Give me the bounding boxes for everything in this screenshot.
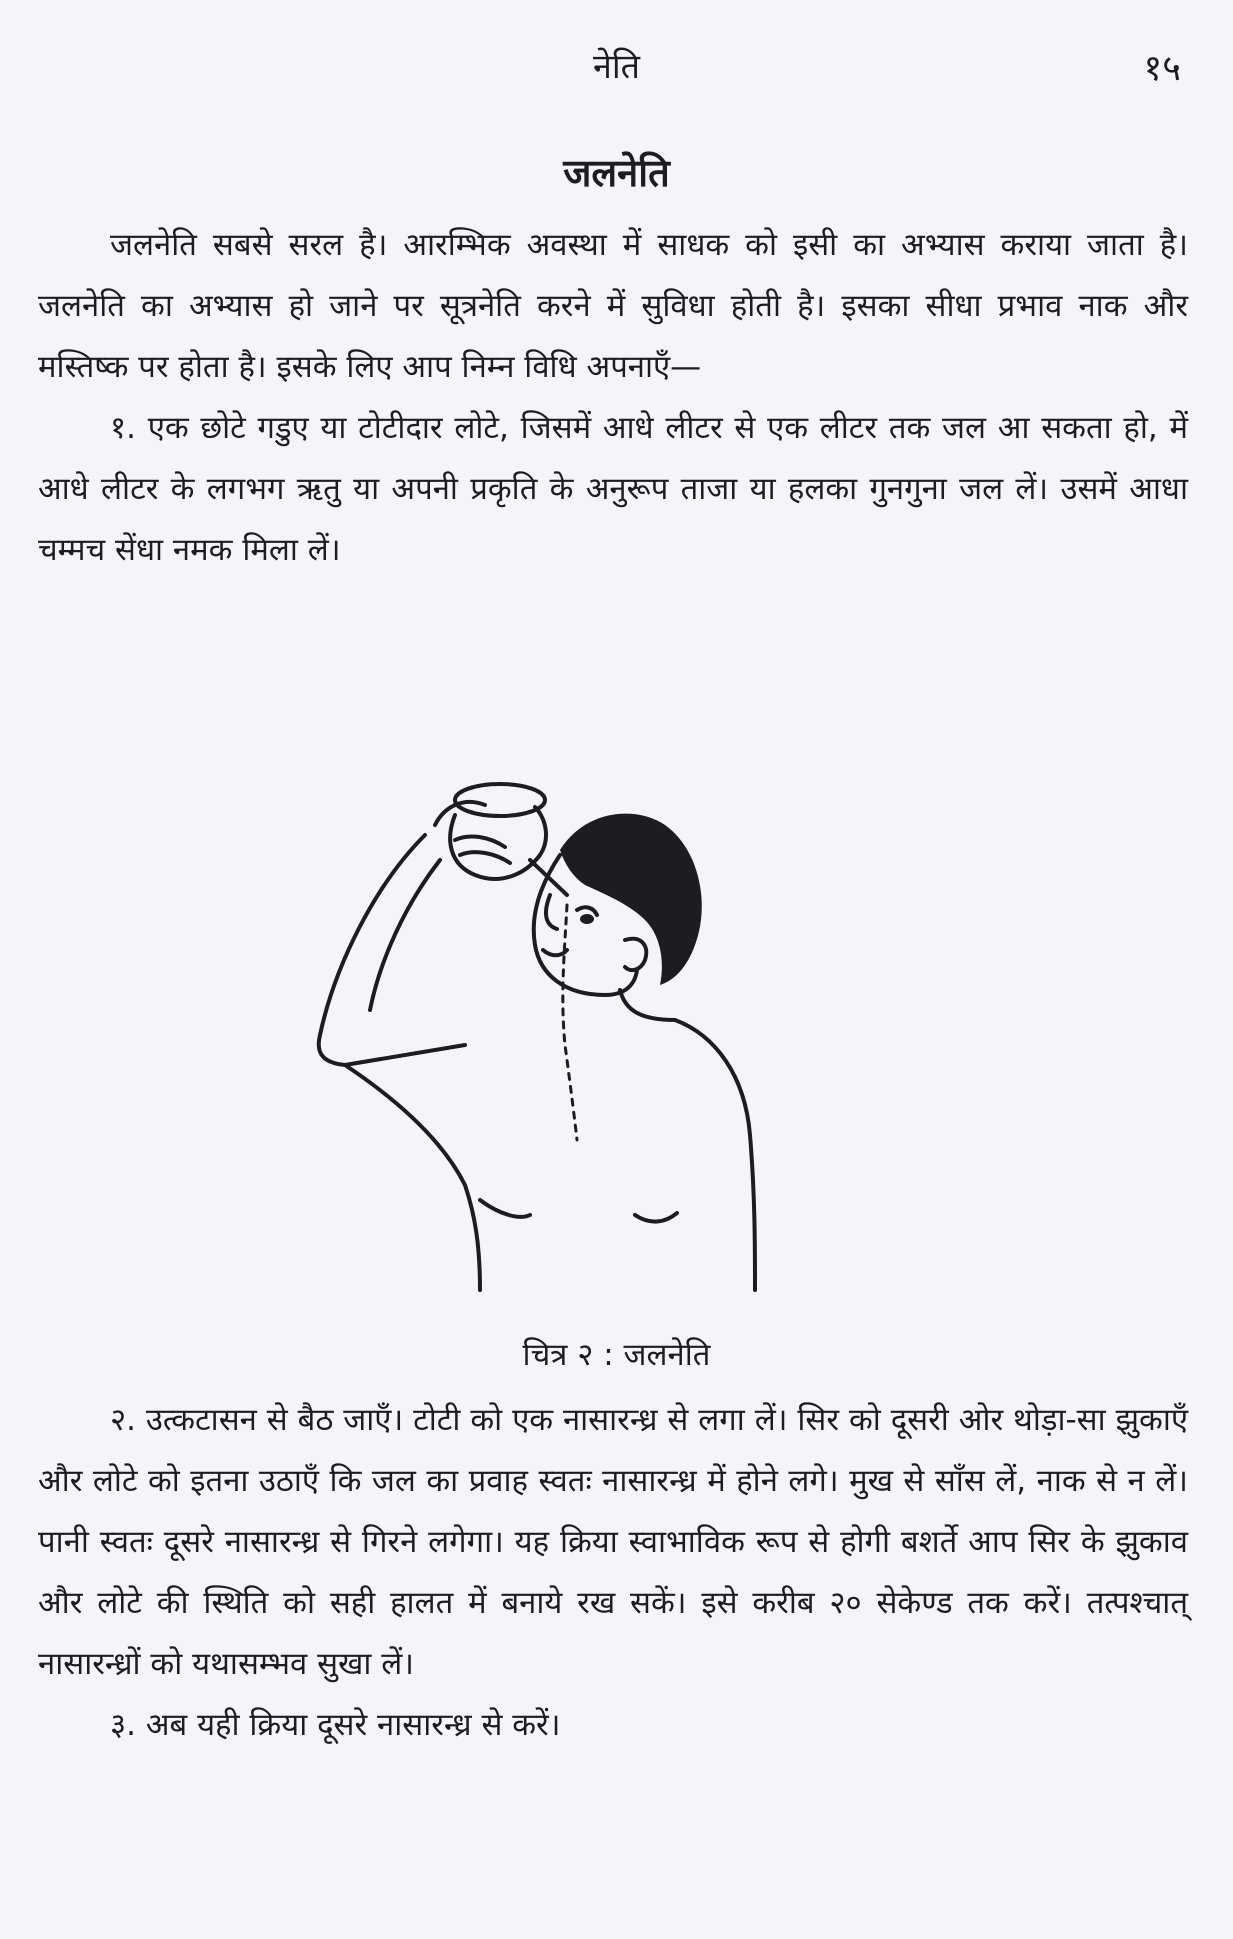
paragraph-step-3: ३. अब यही क्रिया दूसरे नासारन्ध्र से करें।	[110, 1707, 561, 1743]
finger-1	[455, 836, 505, 847]
arm-inner-outline	[370, 860, 440, 1010]
chest-line-left	[480, 1200, 530, 1217]
running-header	[0, 42, 1233, 92]
mouth-outline	[543, 950, 567, 955]
page-number: १५	[1143, 48, 1181, 89]
ear-outline	[625, 939, 646, 970]
paragraph-step-2: २. उत्कटासन से बैठ जाएँ। टोटी को एक नासारन्ध्र से लगा लें। सिर को दूसरी ओर थोड़ा-सा झुकाएँ और लोटे को इतना उठाएँ कि जल का प्रवाह स्वतः नासारन्ध्र में होने लगे। मुख से साँस लें, नाक से न लें। पानी स्वतः दूसरे नासारन्ध्र से गिरने लगेगा। यह क्रिया स्वाभाविक रूप से होगी बशर्ते आप सिर के झुकाव और लोटे की स्थिति को सही हालत में बनाये रख सकें। इसे करीब २० सेकेण्ड तक करें। तत्पश्चात् नासारन्ध्रों को यथासम्भव सुखा लें।	[38, 1402, 1188, 1682]
lota-spout	[530, 860, 567, 895]
person-pouring-water-illustration	[315, 745, 905, 1300]
running-title: नेति	[592, 47, 641, 87]
nose-outline	[546, 895, 557, 929]
torso-right-outline	[675, 1020, 755, 1290]
finger-2	[460, 852, 510, 863]
neck-outline	[620, 990, 675, 1020]
chest-line-right	[635, 1213, 677, 1222]
jalneti-illustration	[315, 745, 905, 1300]
paragraph-step-1: १. एक छोटे गडुए या टोटीदार लोटे, जिसमें आधे लीटर से एक लीटर तक जल आ सकता हो, में आधे लीटर के लगभग ऋतु या अपनी प्रकृति के अनुरूप ताजा या हलका गुनगुना जल लें। उसमें आधा चम्मच सेंधा नमक मिला लें।	[38, 410, 1188, 568]
eye-outline	[577, 907, 597, 915]
water-stream	[563, 905, 577, 1140]
arm-outline	[319, 835, 465, 1065]
paragraph-intro: जलनेति सबसे सरल है। आरम्भिक अवस्था में साधक को इसी का अभ्यास कराया जाता है। जलनेति का अभ्यास हो जाने पर सूत्रनेति करने में सुविधा होती है। इसका सीधा प्रभाव नाक और मस्तिष्क पर होता है। इसके लिए आप निम्न विधि अपनाएँ—	[38, 227, 1188, 385]
hair-shape	[560, 814, 702, 985]
text-block-top	[38, 215, 1188, 581]
eye-shape	[580, 914, 594, 924]
text-block-bottom	[38, 1390, 1188, 1756]
torso-left-outline	[345, 1065, 480, 1290]
section-title: जलनेति	[563, 151, 670, 195]
figure-caption: चित्र २ : जलनेति	[522, 1337, 711, 1373]
